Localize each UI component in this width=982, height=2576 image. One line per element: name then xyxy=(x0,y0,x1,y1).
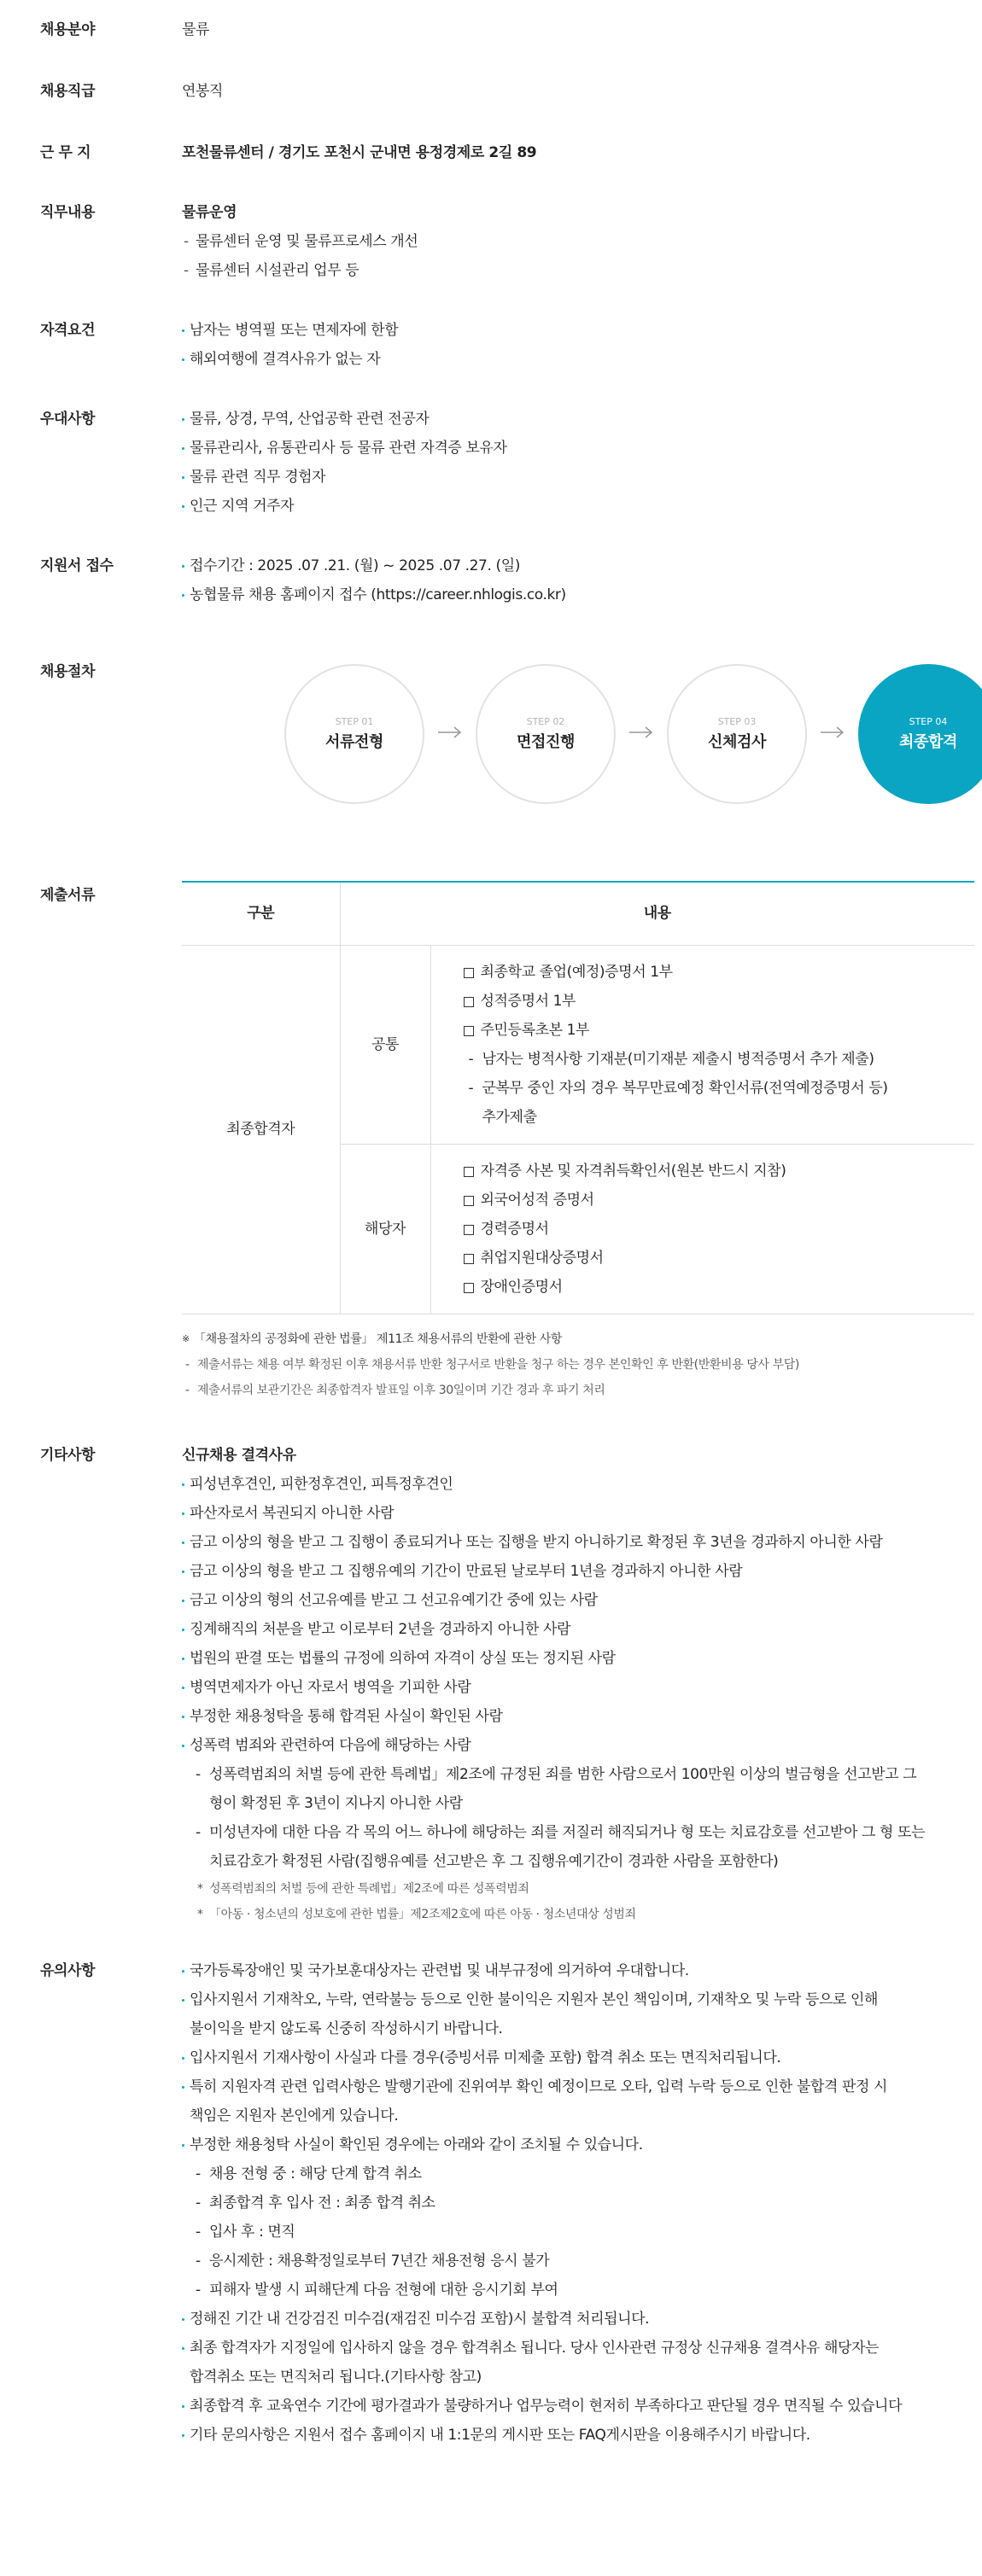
duties-label: 직무내용 xyxy=(40,204,96,221)
etc-sub-item: - 미성년자에 대한 다음 각 목의 어느 하나에 해당하는 죄를 저질러 해직되거나 형 또는 치료감호를 선고받아 그 형 또는 xyxy=(182,1818,945,1847)
note-item: - 제출서류의 보관기간은 최종합격자 발표일 이후 30일이며 기간 경과 후 파기 처리 xyxy=(182,1378,945,1403)
etc-item: 파산자로서 복권되지 아니한 사람 xyxy=(182,1499,945,1528)
qualification-item: 남자는 병역필 또는 면제자에 한함 xyxy=(182,316,945,345)
documents-table xyxy=(182,881,974,1314)
location-row xyxy=(40,138,945,167)
arrow-right-icon xyxy=(819,724,846,741)
notice-item: 국가등록장애인 및 국가보훈대상자는 관련법 및 내부규정에 의거하여 우대합니다. xyxy=(182,1956,945,1985)
step-number: STEP 03 xyxy=(717,716,757,727)
etc-sub-item: - 성폭력범죄의 처벌 등에 관한 특례법」제2조에 규정된 죄를 범한 사람으로서 100만원 이상의 벌금형을 선고받고 그 xyxy=(182,1760,945,1789)
step-name: 면접진행 xyxy=(517,733,575,751)
etc-item: 성폭력 범죄와 관련하여 다음에 해당하는 사람 xyxy=(182,1731,945,1760)
notice-item-cont: 불이익을 받지 않도록 신중히 작성하시기 바랍니다. xyxy=(190,2019,503,2037)
applicable-docs xyxy=(430,1144,974,1314)
doc-item: 장애인증명서 xyxy=(464,1273,975,1302)
step-1 xyxy=(284,664,424,804)
notice-item-cont: 합격취소 또는 면직처리 됩니다.(기타사항 참고) xyxy=(190,2368,482,2386)
etc-title: 신규채용 결격사유 xyxy=(182,1446,296,1464)
notice-item: 입사지원서 기재사항이 사실과 다를 경우(증빙서류 미제출 포함) 합격 취소 또는 면직처리됩니다. xyxy=(182,2043,945,2072)
notice-item: 최종합격 후 교육연수 기간에 평가결과가 불량하거나 업무능력이 현저히 부족하다고 판단될 경우 면직될 수 있습니다 xyxy=(182,2392,945,2421)
notice-item: 기타 문의사항은 지원서 접수 홈페이지 내 1:1문의 게시판 또는 FAQ게시판을 이용해주시기 바랍니다. xyxy=(182,2421,945,2450)
group-final-passer: 최종합격자 xyxy=(182,945,340,1314)
type-value: 연봉직 xyxy=(182,83,224,100)
field-label: 채용분야 xyxy=(40,21,96,38)
preferred-label: 우대사항 xyxy=(40,411,96,428)
process-steps xyxy=(182,657,957,845)
notice-item: 부정한 채용청탁 사실이 확인된 경우에는 아래와 같이 조치될 수 있습니다. xyxy=(182,2130,945,2159)
duties-item: - 물류센터 시설관리 업무 등 xyxy=(182,256,945,285)
doc-item: 성적증명서 1부 xyxy=(464,987,975,1016)
location-value: 포천물류센터 / 경기도 포천시 군내면 용정경제로 2길 89 xyxy=(182,144,537,161)
doc-note-cont: 추가제출 xyxy=(482,1108,537,1126)
notice-sub-item: - 피해자 발생 시 피해단계 다음 전형에 대한 응시기회 부여 xyxy=(182,2276,945,2305)
type-row xyxy=(40,77,945,106)
notice-item: 최종 합격자가 지정일에 입사하지 않을 경우 합격취소 됩니다. 당사 인사관련 규정상 신규채용 결격사유 해당자는 xyxy=(182,2334,945,2363)
etc-label: 기타사항 xyxy=(40,1446,96,1464)
notice-item-cont: 책임은 지원자 본인에게 있습니다. xyxy=(190,2107,399,2124)
doc-item: 경력증명서 xyxy=(464,1215,975,1244)
step-number: STEP 01 xyxy=(335,716,374,727)
step-number: STEP 04 xyxy=(909,716,948,727)
note-heading: ※ 「채용절차의 공정화에 관한 법률」 제11조 채용서류의 반환에 관한 사항 xyxy=(182,1326,945,1352)
etc-item: 법원의 판결 또는 법률의 규정에 의하여 자격이 상실 또는 정지된 사람 xyxy=(182,1644,945,1673)
notice-section xyxy=(40,1956,945,2450)
etc-item: 금고 이상의 형의 선고유예를 받고 그 선고유예기간 중에 있는 사람 xyxy=(182,1586,945,1615)
location-label: 근 무 지 xyxy=(40,144,91,161)
qualification-item: 해외여행에 결격사유가 없는 자 xyxy=(182,345,945,374)
preferred-item: 물류, 상경, 무역, 산업공학 관련 전공자 xyxy=(182,405,945,434)
etc-sub-item-cont: 형이 확정된 후 3년이 지나지 아니한 사람 xyxy=(209,1794,463,1812)
step-3 xyxy=(667,664,807,804)
doc-item: 자격증 사본 및 자격취득확인서(원본 반드시 지참) xyxy=(464,1157,975,1186)
application-section xyxy=(40,551,945,609)
preferred-section xyxy=(40,405,945,521)
duties-section xyxy=(40,198,945,285)
notice-item: 정해진 기간 내 건강검진 미수검(재검진 미수검 포함)시 불합격 처리됩니다. xyxy=(182,2305,945,2334)
application-period: 접수기간 : 2025 .07 .21. (월) ~ 2025 .07 .27. (일) xyxy=(182,551,945,580)
type-label: 채용직급 xyxy=(40,83,96,100)
notice-sub-item: - 최종합격 후 입사 전 : 최종 합격 취소 xyxy=(182,2188,945,2218)
process-section xyxy=(40,657,957,845)
common-label: 공통 xyxy=(340,945,430,1144)
step-name: 서류전형 xyxy=(325,733,383,751)
preferred-item: 물류 관련 직무 경험자 xyxy=(182,463,945,492)
applicable-label: 해당자 xyxy=(340,1144,430,1314)
step-number: STEP 02 xyxy=(526,716,565,727)
application-homepage: 농협물류 채용 홈페이지 접수 (https://career.nhlogis.co.kr) xyxy=(182,580,945,609)
notice-sub-item: - 응시제한 : 채용확정일로부터 7년간 채용전형 응시 불가 xyxy=(182,2247,945,2276)
step-2 xyxy=(476,664,616,804)
preferred-item: 물류관리사, 유통관리사 등 물류 관련 자격증 보유자 xyxy=(182,434,945,463)
duties-title: 물류운영 xyxy=(182,204,237,221)
arrow-right-icon xyxy=(628,724,655,741)
process-label: 채용절차 xyxy=(40,663,96,680)
etc-footnote: * 성폭력범죄의 처벌 등에 관한 특례법」제2조에 따른 성폭력범죄 xyxy=(182,1876,945,1902)
arrow-right-icon xyxy=(436,724,464,741)
doc-item: 취업지원대상증명서 xyxy=(464,1244,975,1273)
preferred-item: 인근 지역 거주자 xyxy=(182,492,945,521)
notice-sub-item: - 입사 후 : 면직 xyxy=(182,2218,945,2247)
table-header-content: 내용 xyxy=(340,882,974,945)
application-label: 지원서 접수 xyxy=(40,557,114,574)
documents-label: 제출서류 xyxy=(40,887,96,904)
etc-item: 부정한 채용청탁을 통해 합격된 사실이 확인된 사람 xyxy=(182,1702,945,1731)
field-value: 물류 xyxy=(182,21,210,38)
etc-item: 금고 이상의 형을 받고 그 집행이 종료되거나 또는 집행을 받지 아니하기로 확정된 후 3년을 경과하지 아니한 사람 xyxy=(182,1528,945,1557)
step-name: 신체검사 xyxy=(708,733,766,751)
etc-item: 병역면제자가 아닌 자로서 병역을 기피한 사람 xyxy=(182,1673,945,1702)
step-name: 최종합격 xyxy=(899,733,957,751)
notice-item: 특히 지원자격 관련 입력사항은 발행기관에 진위여부 확인 예정이므로 오타, 입력 누락 등으로 인한 불합격 판정 시 xyxy=(182,2072,945,2101)
note-item: - 제출서류는 채용 여부 확정된 이후 채용서류 반환 청구서로 반환을 청구 하는 경우 본인확인 후 반환(반환비용 당사 부담) xyxy=(182,1352,945,1378)
etc-item: 피성년후견인, 피한정후견인, 피특정후견인 xyxy=(182,1470,945,1499)
doc-item: 외국어성적 증명서 xyxy=(464,1186,975,1215)
table-header-category: 구분 xyxy=(182,882,340,945)
qualifications-section xyxy=(40,316,945,374)
documents-notes xyxy=(182,1326,945,1403)
qualifications-label: 자격요건 xyxy=(40,322,96,339)
notice-sub-item: - 채용 전형 중 : 해당 단계 합격 취소 xyxy=(182,2159,945,2188)
doc-item: 주민등록초본 1부 xyxy=(464,1016,975,1045)
step-4 xyxy=(858,664,982,804)
doc-note: - 남자는 병적사항 기재분(미기재분 제출시 병적증명서 추가 제출) xyxy=(464,1045,975,1074)
notice-label: 유의사항 xyxy=(40,1961,96,1979)
etc-footnote: * 「아동 · 청소년의 성보호에 관한 법률」제2조제2호에 따른 아동 · 청소년대상 성범죄 xyxy=(182,1902,945,1927)
etc-item: 징계해직의 처분을 받고 이로부터 2년을 경과하지 아니한 사람 xyxy=(182,1615,945,1644)
duties-item: - 물류센터 운영 및 물류프로세스 개선 xyxy=(182,227,945,256)
notice-item: 입사지원서 기재착오, 누락, 연락불능 등으로 인한 불이익은 지원자 본인 책임이며, 기재착오 및 누락 등으로 인해 xyxy=(182,1985,945,2014)
documents-section xyxy=(40,881,945,1403)
common-docs xyxy=(430,945,974,1144)
doc-item: 최종학교 졸업(예정)증명서 1부 xyxy=(464,958,975,987)
field-row xyxy=(40,15,945,44)
doc-note: - 군복무 중인 자의 경우 복무만료예정 확인서류(전역예정증명서 등) xyxy=(464,1074,975,1103)
etc-section xyxy=(40,1441,945,1927)
etc-sub-item-cont: 치료감호가 확정된 사람(집행유예를 선고받은 후 그 집행유예기간이 경과한 사람을 포함한다) xyxy=(209,1852,779,1870)
etc-item: 금고 이상의 형을 받고 그 집행유예의 기간이 만료된 날로부터 1년을 경과하지 아니한 사람 xyxy=(182,1557,945,1586)
